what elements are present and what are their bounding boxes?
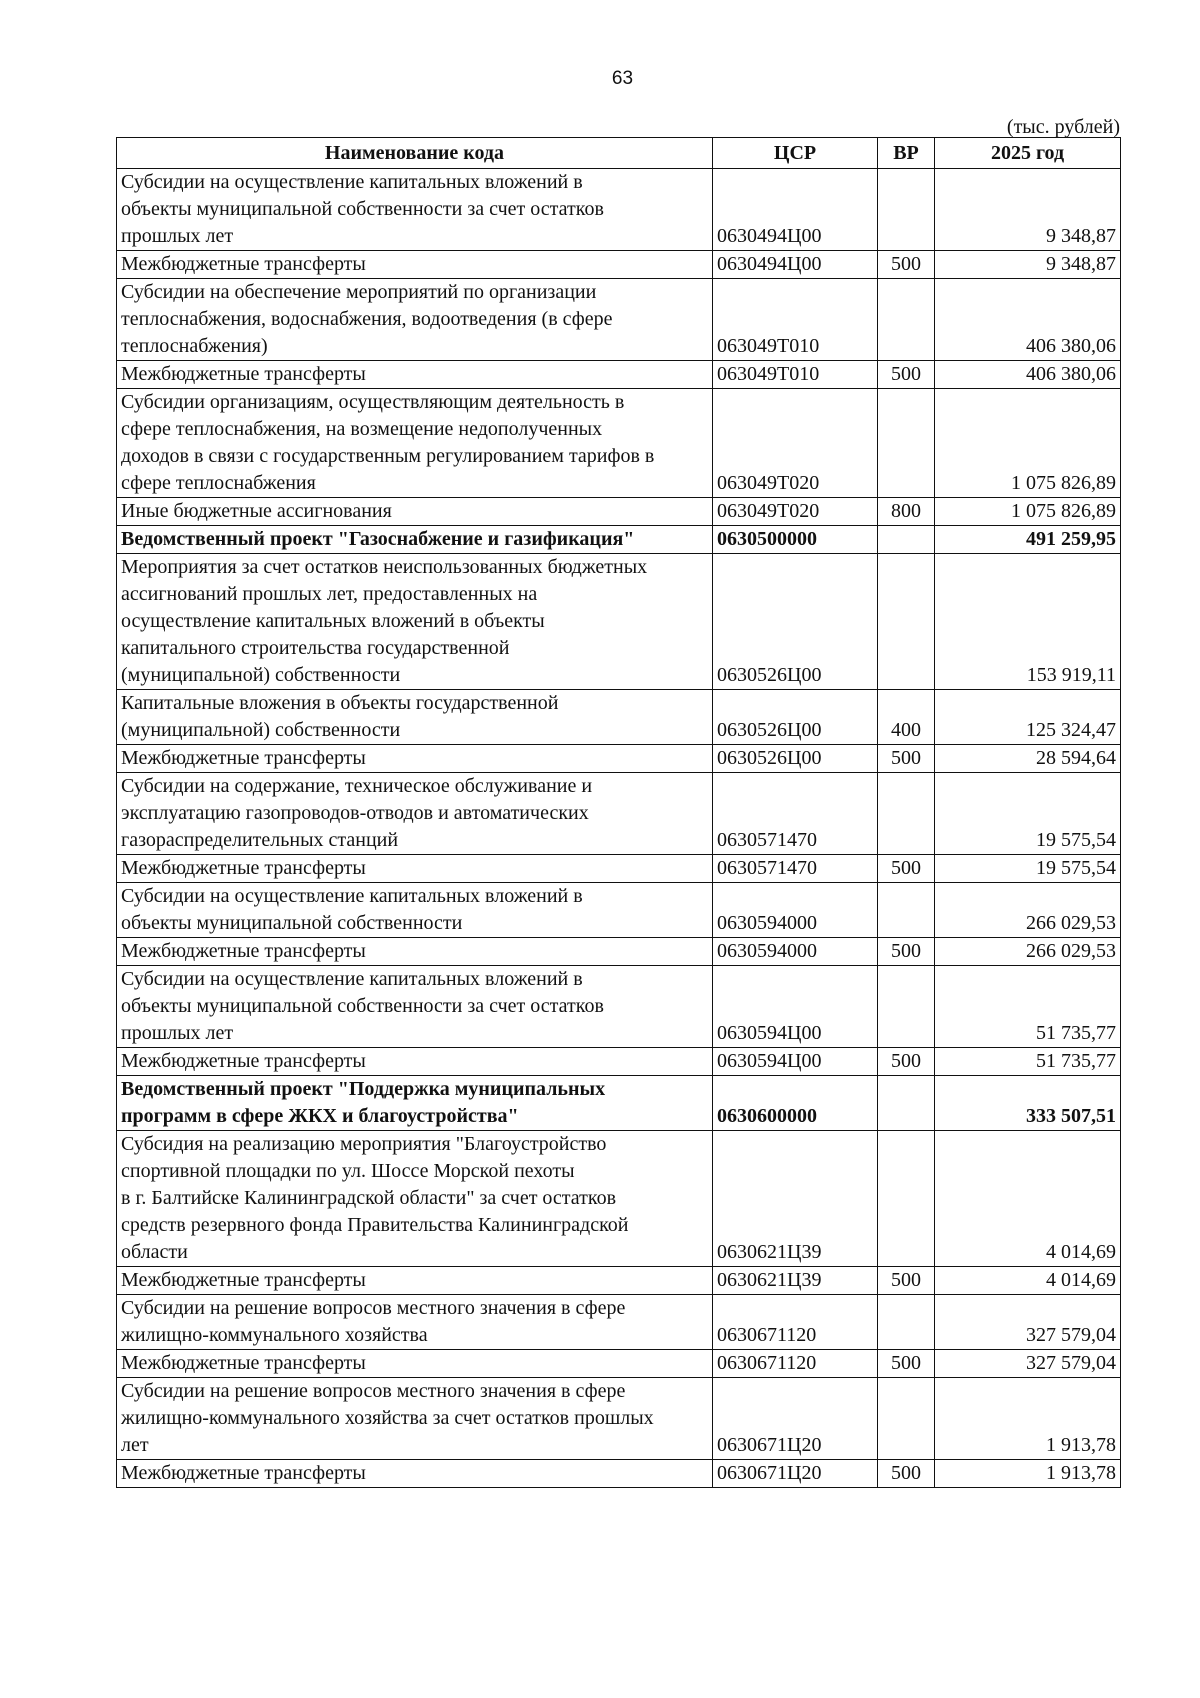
table-row [117, 169, 1121, 251]
row-csr-cell: 0630494Ц00 [713, 169, 878, 251]
row-amount-cell: 4 014,69 [935, 1267, 1121, 1295]
row-vr-cell [878, 526, 935, 554]
row-name-cell: Субсидии на осуществление капитальных вложений в объекты муниципальной собственности [117, 883, 713, 938]
row-amount-cell: 153 919,11 [935, 554, 1121, 690]
table-row [117, 883, 1121, 938]
row-vr-cell: 500 [878, 1350, 935, 1378]
row-csr-cell: 0630621Ц39 [713, 1131, 878, 1267]
table-row [117, 279, 1121, 361]
row-name-cell: Межбюджетные трансферты [117, 1460, 713, 1488]
units-note: (тыс. рублей) [1006, 116, 1120, 138]
table-row [117, 773, 1121, 855]
table-row [117, 498, 1121, 526]
row-csr-cell: 0630526Ц00 [713, 745, 878, 773]
row-name-cell: Субсидии на решение вопросов местного значения в сфере жилищно-коммунального хозяйства за счет остатков прошлых лет [117, 1378, 713, 1460]
row-csr-cell: 0630571470 [713, 855, 878, 883]
row-name-cell: Межбюджетные трансферты [117, 855, 713, 883]
row-vr-cell: 500 [878, 1460, 935, 1488]
row-amount-cell: 1 075 826,89 [935, 498, 1121, 526]
table-header-row [117, 138, 1121, 169]
table-row [117, 361, 1121, 389]
row-name-cell: Межбюджетные трансферты [117, 1048, 713, 1076]
row-csr-cell: 0630671Ц20 [713, 1460, 878, 1488]
row-amount-cell: 1 913,78 [935, 1378, 1121, 1460]
row-csr-cell: 0630594000 [713, 938, 878, 966]
row-name-cell: Ведомственный проект "Поддержка муниципальных программ в сфере ЖКХ и благоустройства" [117, 1076, 713, 1131]
row-amount-cell: 28 594,64 [935, 745, 1121, 773]
row-name-cell: Межбюджетные трансферты [117, 361, 713, 389]
row-amount-cell: 9 348,87 [935, 169, 1121, 251]
row-name-cell: Субсидии на обеспечение мероприятий по организации теплоснабжения, водоснабжения, водоотведения (в сфере теплоснабжения) [117, 279, 713, 361]
header-year: 2025 год [935, 138, 1121, 169]
row-amount-cell: 4 014,69 [935, 1131, 1121, 1267]
row-vr-cell [878, 1131, 935, 1267]
row-vr-cell: 800 [878, 498, 935, 526]
table-row [117, 554, 1121, 690]
row-amount-cell: 19 575,54 [935, 773, 1121, 855]
row-amount-cell: 125 324,47 [935, 690, 1121, 745]
row-vr-cell [878, 169, 935, 251]
row-vr-cell: 500 [878, 938, 935, 966]
row-vr-cell: 500 [878, 855, 935, 883]
row-vr-cell [878, 279, 935, 361]
row-name-cell: Субсидии на содержание, техническое обслуживание и эксплуатацию газопроводов-отводов и автоматических газораспределительных станций [117, 773, 713, 855]
table-row [117, 526, 1121, 554]
header-name: Наименование кода [117, 138, 713, 169]
table-row [117, 1378, 1121, 1460]
row-vr-cell: 500 [878, 1267, 935, 1295]
table-row [117, 389, 1121, 498]
table-row [117, 1460, 1121, 1488]
page-number: 63 [611, 68, 634, 89]
row-csr-cell: 0630671120 [713, 1350, 878, 1378]
table-row [117, 690, 1121, 745]
table-row [117, 855, 1121, 883]
row-csr-cell: 0630500000 [713, 526, 878, 554]
table-row [117, 1267, 1121, 1295]
row-vr-cell: 500 [878, 361, 935, 389]
row-csr-cell: 0630600000 [713, 1076, 878, 1131]
row-amount-cell: 9 348,87 [935, 251, 1121, 279]
row-vr-cell [878, 966, 935, 1048]
row-csr-cell: 0630494Ц00 [713, 251, 878, 279]
row-amount-cell: 266 029,53 [935, 883, 1121, 938]
table-row [117, 1076, 1121, 1131]
row-csr-cell: 0630526Ц00 [713, 690, 878, 745]
row-vr-cell: 500 [878, 1048, 935, 1076]
row-csr-cell: 0630671Ц20 [713, 1378, 878, 1460]
row-name-cell: Субсидии на решение вопросов местного значения в сфере жилищно-коммунального хозяйства [117, 1295, 713, 1350]
table-row [117, 251, 1121, 279]
table-row [117, 966, 1121, 1048]
row-vr-cell [878, 1295, 935, 1350]
table-row [117, 938, 1121, 966]
row-csr-cell: 0630594Ц00 [713, 966, 878, 1048]
row-csr-cell: 0630671120 [713, 1295, 878, 1350]
row-amount-cell: 1 075 826,89 [935, 389, 1121, 498]
row-name-cell: Субсидии на осуществление капитальных вложений в объекты муниципальной собственности за счет остатков прошлых лет [117, 966, 713, 1048]
row-name-cell: Субсидия на реализацию мероприятия "Благоустройство спортивной площадки по ул. Шоссе Морской пехоты в г. Балтийске Калининградской области" за счет остатков средств резервного фонда Правительства Калининградской области [117, 1131, 713, 1267]
table-row [117, 1131, 1121, 1267]
row-csr-cell: 063049Т010 [713, 361, 878, 389]
row-vr-cell [878, 389, 935, 498]
row-name-cell: Капитальные вложения в объекты государственной (муниципальной) собственности [117, 690, 713, 745]
row-amount-cell: 333 507,51 [935, 1076, 1121, 1131]
row-name-cell: Субсидии на осуществление капитальных вложений в объекты муниципальной собственности за счет остатков прошлых лет [117, 169, 713, 251]
row-amount-cell: 327 579,04 [935, 1350, 1121, 1378]
row-amount-cell: 51 735,77 [935, 1048, 1121, 1076]
row-name-cell: Субсидии организациям, осуществляющим деятельность в сфере теплоснабжения, на возмещение недополученных доходов в связи с государственным регулированием тарифов в сфере теплоснабжения [117, 389, 713, 498]
row-csr-cell: 0630526Ц00 [713, 554, 878, 690]
row-csr-cell: 0630621Ц39 [713, 1267, 878, 1295]
row-name-cell: Межбюджетные трансферты [117, 938, 713, 966]
row-amount-cell: 491 259,95 [935, 526, 1121, 554]
row-name-cell: Иные бюджетные ассигнования [117, 498, 713, 526]
row-csr-cell: 063049Т020 [713, 389, 878, 498]
table-row [117, 1048, 1121, 1076]
row-amount-cell: 327 579,04 [935, 1295, 1121, 1350]
row-vr-cell [878, 883, 935, 938]
row-amount-cell: 406 380,06 [935, 279, 1121, 361]
row-name-cell: Межбюджетные трансферты [117, 251, 713, 279]
header-vr: ВР [878, 138, 935, 169]
row-vr-cell: 500 [878, 745, 935, 773]
row-name-cell: Межбюджетные трансферты [117, 1350, 713, 1378]
row-amount-cell: 19 575,54 [935, 855, 1121, 883]
row-csr-cell: 063049Т020 [713, 498, 878, 526]
budget-table [116, 137, 1121, 1488]
row-name-cell: Межбюджетные трансферты [117, 745, 713, 773]
row-name-cell: Мероприятия за счет остатков неиспользованных бюджетных ассигнований прошлых лет, предоставленных на осуществление капитальных вложений в объекты капитального строительства государственной (муниципальной) собственности [117, 554, 713, 690]
table-body [117, 169, 1121, 1488]
row-vr-cell [878, 1378, 935, 1460]
row-amount-cell: 406 380,06 [935, 361, 1121, 389]
row-vr-cell: 400 [878, 690, 935, 745]
row-amount-cell: 1 913,78 [935, 1460, 1121, 1488]
row-csr-cell: 063049Т010 [713, 279, 878, 361]
row-csr-cell: 0630594Ц00 [713, 1048, 878, 1076]
table-row [117, 1295, 1121, 1350]
row-vr-cell: 500 [878, 251, 935, 279]
table-row [117, 745, 1121, 773]
row-csr-cell: 0630594000 [713, 883, 878, 938]
row-name-cell: Межбюджетные трансферты [117, 1267, 713, 1295]
row-amount-cell: 51 735,77 [935, 966, 1121, 1048]
row-vr-cell [878, 1076, 935, 1131]
header-csr: ЦСР [713, 138, 878, 169]
row-name-cell: Ведомственный проект "Газоснабжение и газификация" [117, 526, 713, 554]
row-vr-cell [878, 554, 935, 690]
table-row [117, 1350, 1121, 1378]
row-amount-cell: 266 029,53 [935, 938, 1121, 966]
row-vr-cell [878, 773, 935, 855]
row-csr-cell: 0630571470 [713, 773, 878, 855]
